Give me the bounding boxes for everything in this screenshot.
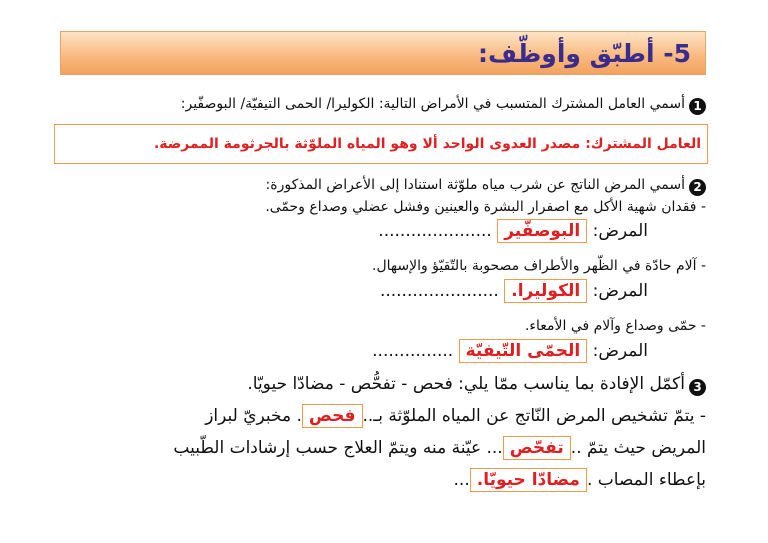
question-1-answer-box [54,124,708,164]
case-3-answer: الحمّى التّيفيّة [459,339,588,363]
case-2-disease [380,279,648,303]
case-1-symptoms: - فقدان شهية الأكل مع اصفرار البشرة والعينين وفشل عضلي وصداع وحمّى. [265,199,706,215]
question-3-line-1 [205,404,706,428]
question-3-line-1-end: . مخبريّ لبراز [205,406,302,426]
question-3 [247,372,706,396]
case-3-symptoms: - حمّى وصداع وآلام في الأمعاء. [524,318,706,334]
question-3-line-1-start: - يتمّ تشخيص المرض النّاتج عن المياه الملوّثة بـ.. [362,406,706,426]
case-1-disease [378,219,648,243]
question-3-number: 3 [689,379,706,396]
question-2-number: 2 [689,179,706,196]
section-title: 5- أطبّق وأوظّف: [477,38,691,68]
question-3-line-3 [454,468,706,492]
case-2-symptoms: - آلام حادّة في الظّهر والأطراف مصحوبة بالتّقيّؤ والإسهال. [372,258,706,274]
question-3-answer-1: فحص [302,404,363,428]
question-1-text: أسمي العامل المشترك المتسبب في الأمراض التالية: الكوليرا/ الحمى التيفيّة/ البوصفّير: [180,96,685,112]
case-2-dots: ...................... [379,281,499,301]
question-3-line-3-start: بإعطاء المصاب . [586,470,706,490]
question-3-text: أكمّل الإفادة بما يناسب ممّا يلي: فحص - تفحُّص - مضادّا حيويّا. [247,374,685,394]
case-3-dots: ............... [372,341,454,361]
question-3-line-2-start: المريض حيث يتمّ .. [570,438,706,458]
case-3-label: المرض: [592,341,648,361]
question-3-line-3-end: ... [453,470,470,490]
question-2-text: أسمي المرض الناتج عن شرب مياه ملوّثة استنادا إلى الأعراض المذكورة: [265,177,685,193]
question-3-line-2-end: ... عيّنة منه ويتمّ العلاج حسب إرشادات الطّبيب [173,438,503,458]
question-3-answer-3: مضادّا حيويّا. [470,468,587,492]
case-1-label: المرض: [592,221,648,241]
case-3-disease [372,339,648,363]
case-2-answer: الكوليرا. [504,279,587,303]
case-2-label: المرض: [592,281,648,301]
case-1-dots: ..................... [378,221,492,241]
question-1 [181,95,706,115]
question-1-number: 1 [689,98,706,115]
question-1-answer: العامل المشترك: مصدر العدوى الواحد ألا وهو المياه الملوّثة بالجرثومة الممرضة. [153,136,701,152]
question-2 [266,176,706,196]
question-3-answer-2: تفحّص [503,436,571,460]
question-3-line-2 [173,436,706,460]
section-title-banner [60,31,706,75]
case-1-answer: البوصفّير [497,219,587,243]
